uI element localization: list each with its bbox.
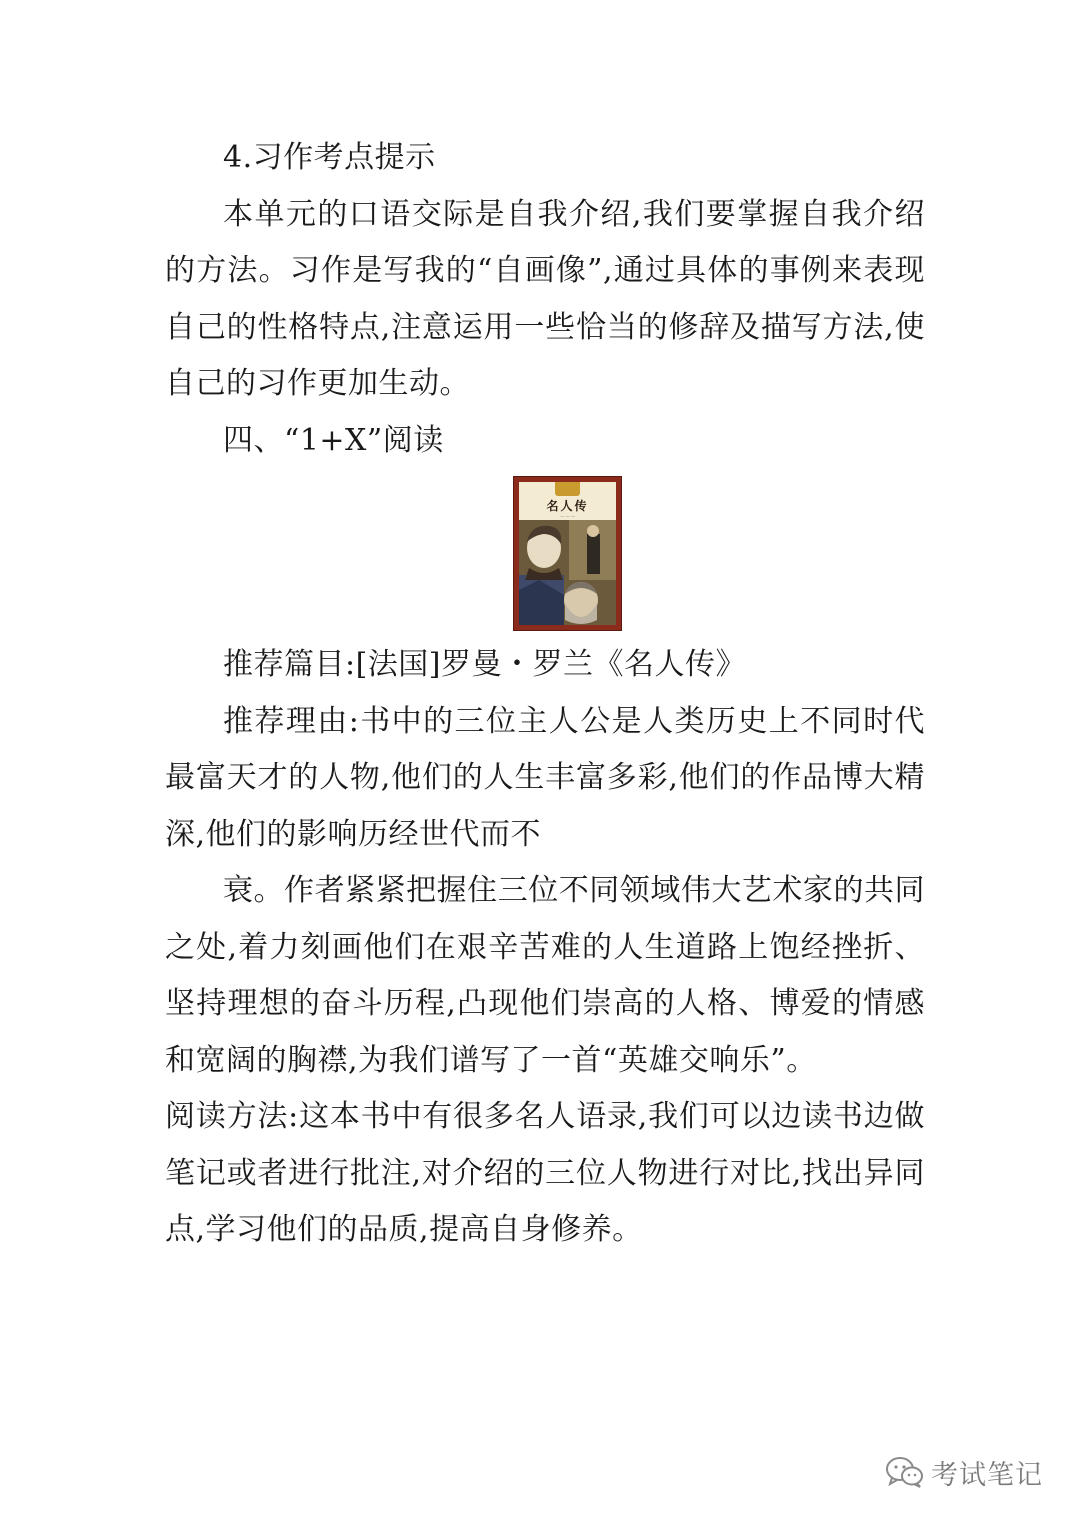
cover-title: 名人传 — [546, 499, 589, 513]
cover-author-line: — — — — [560, 513, 575, 518]
writing-body: 本单元的口语交际是自我介绍,我们要掌握自我介绍的方法。习作是写我的“自画像”,通过具体的事例来表现自己的性格特点,注意运用一些恰当的修辞及描写方法,使自己的习作更加生动。 — [165, 196, 925, 401]
wechat-watermark — [885, 1452, 1043, 1492]
cover-badge-icon — [555, 482, 580, 496]
reading-method: 阅读方法:这本书中有很多名人语录,我们可以边读书边做笔记或者进行批注,对介绍的三位人物进行对比,找出异同点,学习他们的品质,提高自身修养。 — [165, 1099, 925, 1247]
wechat-icon — [885, 1455, 925, 1489]
recommend-reason-part2: 衰。作者紧紧把握住三位不同领域伟大艺术家的共同之处,着力刻画他们在艰辛苦难的人生道路上饱经挫折、坚持理想的奋斗历程,凸现他们崇高的人格、博爱的情感和宽阔的胸襟,为我们谱写了一首“英雄交响乐”。 — [165, 873, 925, 1078]
cover-portraits-illustration — [519, 520, 616, 625]
watermark-text: 考试笔记 — [931, 1459, 1043, 1491]
book-cover-area — [165, 469, 925, 637]
writing-heading: 4.习作考点提示 — [223, 140, 436, 175]
book-cover-image — [514, 477, 621, 630]
recommended-title: 推荐篇目:[法国]罗曼・罗兰《名人传》 — [223, 647, 747, 682]
reading-heading: 四、“1+X”阅读 — [223, 422, 444, 458]
document-page — [165, 130, 925, 1259]
recommend-reason-part1: 推荐理由:书中的三位主人公是人类历史上不同时代最富天才的人物,他们的人生丰富多彩,他们的作品博大精深,他们的影响历经世代而不 — [165, 703, 925, 852]
